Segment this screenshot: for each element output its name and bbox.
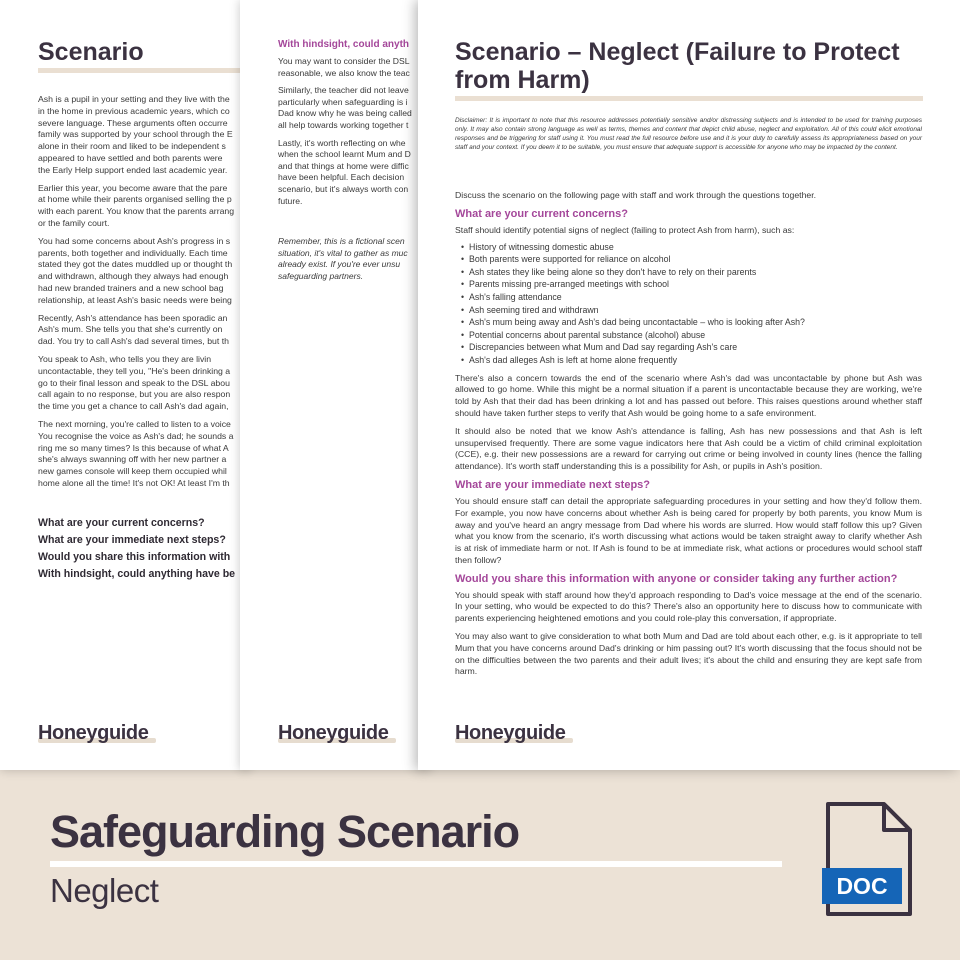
concerns-list bbox=[461, 241, 922, 367]
concern-item: • Both parents were supported for reliance on alcohol bbox=[461, 253, 922, 266]
text-line: alone in their room and liked to be independent s bbox=[38, 141, 226, 152]
title-underline bbox=[38, 68, 250, 73]
page-title: Scenario bbox=[38, 38, 144, 66]
question-item: Would you share this information with bbox=[38, 551, 231, 563]
document-page-scenario bbox=[0, 0, 250, 770]
text-line: You recognise the voice as Ash's dad; he sounds a bbox=[38, 430, 234, 441]
text-line: all help towards working together t bbox=[278, 119, 409, 130]
honeyguide-logo: Honeyguide bbox=[455, 722, 566, 744]
disclaimer: Disclaimer: It is important to note that this resource addresses potentially sensitive and/or distressing subjects and is intended to be used for training purposes only. It may also contain strong language as well as terms, themes and content that depict child abuse, neglect and exploitation. All of this could elicit emotional responses and be triggering for staff using it. You must read the full resource before use and it is your duty to carefully assess its appropriateness based on your staff and your context. If you deem it to be suitable, you must ensure that adequate support is accessible for anyone who may be impacted by the content. bbox=[455, 117, 922, 151]
text-line: ring me so many times? Is this because of what A bbox=[38, 442, 229, 453]
text-line: particularly when safeguarding is i bbox=[278, 96, 408, 107]
text-line: Recently, Ash's attendance has been sporadic an bbox=[38, 312, 228, 323]
text-line: Ash is a pupil in your setting and they live with the bbox=[38, 94, 230, 104]
paragraph-share-1: You should speak with staff around how they'd approach responding to Dad's voice message at the end of the scenario. In your setting, who would be expected to do this? There's also an opportunity here to discuss how to communicate with parents experiencing heightened emotions and you could role-play this conversation, if appropriate. bbox=[455, 589, 922, 624]
product-title: Safeguarding Scenario bbox=[50, 806, 520, 857]
text-line: uncontactable, they tell you, "He's been drinking a bbox=[38, 365, 231, 376]
honeyguide-logo: Honeyguide bbox=[278, 722, 389, 744]
title-divider bbox=[50, 861, 782, 867]
text-line: have been helpful. Each decision bbox=[278, 172, 405, 183]
text-line: the time you get a chance to call Ash's dad again, bbox=[38, 401, 229, 412]
document-page-hindsight bbox=[240, 0, 430, 770]
paragraph-attendance: It should also be noted that we know Ash's attendance is falling, Ash has new possessions and that Ash is left unsupervised frequently. There are some vague indicators here that Ash could be a victim of child criminal exploitation (CCE), e.g. their new possessions are a reward for carrying out crime or being involved in county lines (hence the falling attendance). It's worth staff understanding this is a possibility for Ash, or pupils in Ash's position. bbox=[455, 425, 922, 472]
concern-item: • History of witnessing domestic abuse bbox=[461, 241, 922, 254]
text-line: home alone all the time! It's not OK! At least I'm th bbox=[38, 477, 230, 488]
text-line: call again to no response, but you are also respon bbox=[38, 389, 231, 400]
page-title: Scenario – Neglect (Failure to Protect from Harm) bbox=[455, 38, 900, 94]
text-line: with each parent. You know that the parents arrang bbox=[38, 206, 235, 217]
honeyguide-logo: Honeyguide bbox=[38, 722, 149, 744]
text-line: or the family court. bbox=[38, 217, 110, 228]
concern-item: • Parents missing pre-arranged meetings with school bbox=[461, 278, 922, 291]
heading-current-concerns: What are your current concerns? bbox=[455, 207, 628, 220]
title-underline bbox=[455, 96, 923, 101]
text-line: had new branded trainers and a new school bag bbox=[38, 282, 224, 293]
paragraph-share-2: You may also want to give consideration to what both Mum and Dad are told about each other, e.g. is it appropriate to tell Mum that you have concerns around Dad's drinking or him passing out? It's worth discussing that the focus should not be on the difficulties between the two parents and their adult lives; it's about the child and ensuring they are kept safe from harm. bbox=[455, 631, 922, 677]
section-heading: With hindsight, could anyth bbox=[278, 39, 410, 50]
text-line: and withdrawn, although they always had enough bbox=[38, 271, 229, 282]
question-item: What are your immediate next steps? bbox=[38, 534, 226, 546]
text-line: appeared to have settled and both parents were bbox=[38, 152, 223, 163]
concern-item: • Ash's falling attendance bbox=[461, 291, 922, 304]
text-line: when the school learnt Mum and D bbox=[278, 149, 411, 160]
document-icon bbox=[822, 800, 914, 918]
text-line: in the home in previous academic years, which co bbox=[38, 105, 230, 116]
text-line: at home while their parents organised selling the p bbox=[38, 194, 232, 205]
guidance-content bbox=[455, 190, 922, 684]
text-line: the Early Help support ended last academic year. bbox=[38, 164, 228, 175]
text-line: she's always swanning off with her new partner a bbox=[38, 454, 227, 465]
question-list bbox=[38, 517, 250, 585]
reminder-line: situation, it's vital to gather as muc bbox=[278, 247, 408, 258]
concern-item: • Ash's mum being away and Ash's dad being uncontactable – who is looking after Ash? bbox=[461, 316, 922, 329]
text-line: You had some concerns about Ash's progress in s bbox=[38, 235, 231, 246]
concern-item: • Discrepancies between what Mum and Dad say regarding Ash's care bbox=[461, 341, 922, 354]
text-line: dad. You try to call Ash's dad several times, but th bbox=[38, 336, 229, 347]
text-line: go to their final lesson and speak to the DSL abou bbox=[38, 377, 230, 388]
text-line: and that things at home were diffic bbox=[278, 160, 409, 171]
concern-item: • Ash states they like being alone so they don't have to rely on their parents bbox=[461, 266, 922, 279]
text-line: scenario, but it's always worth con bbox=[278, 183, 409, 194]
concerns-intro: Staff should identify potential signs of neglect (failing to protect Ash from harm), such as: bbox=[455, 224, 795, 235]
intro-paragraph: Discuss the scenario on the following page with staff and work through the questions together. bbox=[455, 190, 817, 200]
text-line: stated they got the dates muddled up or thought th bbox=[38, 259, 233, 270]
concern-item: • Potential concerns about parental substance (alcohol) abuse bbox=[461, 329, 922, 342]
concern-item: • Ash seeming tired and withdrawn bbox=[461, 304, 922, 317]
concern-item: • Ash's dad alleges Ash is left at home alone frequently bbox=[461, 354, 922, 367]
heading-share-information: Would you share this information with anyone or consider taking any further action? bbox=[455, 572, 898, 585]
scenario-text bbox=[38, 94, 250, 490]
text-line: You speak to Ash, who tells you they are livin bbox=[38, 353, 212, 364]
reminder-line: safeguarding partners. bbox=[278, 270, 364, 281]
concern-paragraphs bbox=[455, 373, 922, 473]
paragraph-concern-end: There's also a concern towards the end of the scenario where Ash's dad was uncontactable by phone but Ash was allowed to go home. While this might be a normal situation if a parent is uncontactable because they are working, we're told by Ash that their dad has been drinking a lot and has passed out before. This raises questions around whether staff should have taken further steps to verify that Ash would be going home to a safe environment. bbox=[455, 372, 922, 418]
text-line: relationship, at least Ash's basic needs were being bbox=[38, 294, 232, 305]
text-line: Dad know why he was being called bbox=[278, 108, 412, 119]
text-line: family was supported by your school through the E bbox=[38, 129, 233, 140]
question-item: With hindsight, could anything have be bbox=[38, 568, 236, 580]
heading-next-steps: What are your immediate next steps? bbox=[455, 478, 650, 491]
reminder-note bbox=[278, 236, 428, 282]
reminder-line: Remember, this is a fictional scen bbox=[278, 236, 405, 246]
product-subtitle: Neglect bbox=[50, 872, 159, 909]
text-line: parents, both together and individually. Each time bbox=[38, 247, 228, 258]
text-line: reasonable, we also know the teac bbox=[278, 67, 410, 78]
next-steps-paragraphs bbox=[455, 496, 922, 567]
doc-badge-label: DOC bbox=[836, 873, 888, 899]
text-line: Ash's mum. She tells you that she's currently on bbox=[38, 324, 223, 335]
text-line: The next morning, you're called to listen to a voice bbox=[38, 418, 231, 429]
text-line: Similarly, the teacher did not leave bbox=[278, 85, 409, 96]
text-line: future. bbox=[278, 195, 303, 206]
text-line: You may want to consider the DSL bbox=[278, 56, 410, 66]
paragraph-next-steps: You should ensure staff can detail the appropriate safeguarding procedures in your setting and how they'd follow them. For example, you now have concerns about whether Ash is being cared for properly by both parents, you know Mum is away and you've heard an angry message from Dad where his words are slurred. How would staff follow this up? Given what you know from the scenario, it's worth discussing what actions would be taken straight away to clarify whether Ash is at risk of immediate harm or not. If Ash is found to be at immediate risk, what actions or procedures would school staff then follow? bbox=[455, 495, 922, 565]
document-page-neglect-guidance bbox=[418, 0, 960, 770]
text-line: severe language. These arguments often occurre bbox=[38, 117, 228, 128]
text-line: new games console will keep them occupied whil bbox=[38, 466, 227, 477]
hindsight-text bbox=[278, 56, 428, 207]
question-item: What are your current concerns? bbox=[38, 517, 205, 529]
text-line: Earlier this year, you become aware that the pare bbox=[38, 182, 228, 193]
reminder-line: already exist. If you're ever unsu bbox=[278, 259, 401, 270]
share-paragraphs bbox=[455, 590, 922, 679]
text-line: Lastly, it's worth reflecting on whe bbox=[278, 137, 406, 148]
